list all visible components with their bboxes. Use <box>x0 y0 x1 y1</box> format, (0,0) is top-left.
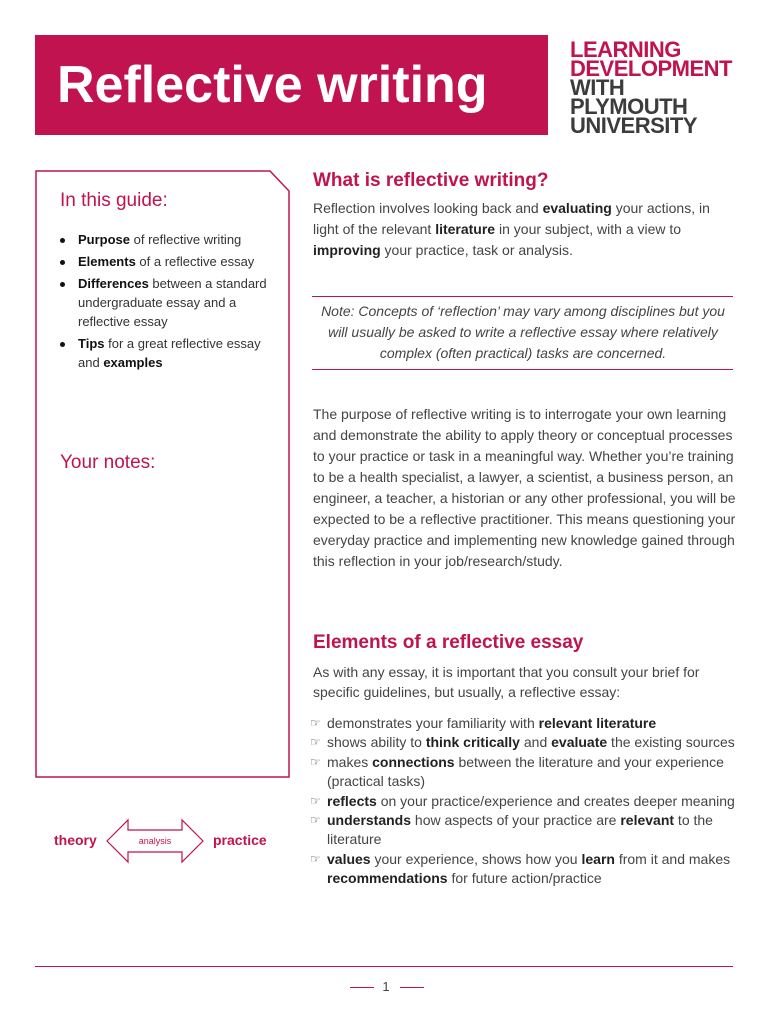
text-segment: the existing sources <box>607 734 735 751</box>
guide-heading: In this guide: <box>60 190 168 211</box>
bold-text: evaluate <box>551 734 608 751</box>
title-banner <box>35 35 548 135</box>
elements-list <box>310 714 735 889</box>
note-bottom-rule <box>312 369 733 370</box>
logo-line-3: WITH <box>570 75 625 100</box>
theory-label: theory <box>54 832 97 848</box>
intro-paragraph <box>313 198 738 261</box>
guide-item: Elements of a reflective essay <box>57 252 279 271</box>
text-segment: for future action/practice <box>447 870 602 887</box>
text-segment: Reflection involves looking back and <box>313 200 543 216</box>
text-segment: in your subject, with a view to <box>495 221 682 237</box>
sidebar-box <box>35 170 290 778</box>
pointing-hand-icon: ☞ <box>310 793 321 808</box>
page-number-dash-right <box>400 987 424 988</box>
bold-text: evaluating <box>542 200 612 216</box>
text-segment: how aspects of your practice are <box>411 812 621 829</box>
elements-list-item <box>310 811 735 850</box>
text-segment: on your practice/experience and creates deeper meaning <box>376 792 735 809</box>
bold-text: values <box>327 850 371 867</box>
elements-intro-paragraph: As with any essay, it is important that you consult your brief for specific guidelines, but usually, a reflective essay: <box>313 664 700 700</box>
pointing-hand-icon: ☞ <box>310 735 321 750</box>
text-segment: between the literature and your experience (practical tasks) <box>327 753 724 790</box>
guide-list <box>57 230 279 375</box>
elements-list-item <box>310 733 735 752</box>
text-segment: your experience, shows how you <box>370 850 582 867</box>
text-segment: makes <box>327 753 373 770</box>
bold-text: recommendations <box>327 870 448 887</box>
analysis-label: analysis <box>138 836 172 846</box>
purpose-paragraph: The purpose of reflective writing is to interrogate your own learning and demonstrate the ability to apply theory or conceptual processes to your practice or task in a meaningful way. Whether you’re training to be a health specialist, a lawyer, a scientist, a business person, an engineer, a teacher, a historian or any other professional, you will be expected to be a reflective practitioner. This means questioning your everyday practice and implementing new knowledge gained through this reflection in your job/research/study. <box>313 406 736 569</box>
logo-line-5: UNIVERSITY <box>570 113 698 138</box>
pointing-hand-icon: ☞ <box>310 754 321 769</box>
bold-text: relevant literature <box>538 715 657 731</box>
bold-text: think critically <box>425 734 520 751</box>
note-paragraph: Note: Concepts of ‘reflection’ may vary among disciplines but you will usually be asked to write a reflective essay where relatively complex (often practical) tasks are concerned. <box>321 303 725 361</box>
text-segment: to the literature <box>327 812 713 848</box>
bold-text: learn <box>581 850 615 867</box>
pointing-hand-icon: ☞ <box>310 813 321 828</box>
bold-text: literature <box>435 221 496 237</box>
page-title: Reflective writing <box>57 56 488 114</box>
guide-item: Differences between a standard undergraduate essay and a reflective essay <box>57 274 279 331</box>
practice-label: practice <box>213 832 267 848</box>
logo-line-2: DEVELOPMENT <box>570 56 732 81</box>
pointing-hand-icon: ☞ <box>310 851 321 866</box>
text-segment: from it and makes <box>614 850 731 867</box>
logo-line-4: PLYMOUTH <box>570 94 688 119</box>
guide-item: Tips for a great reflective essay and examples <box>57 334 279 372</box>
text-segment: your actions, in light of the relevant <box>313 200 710 237</box>
section-heading-what-is: What is reflective writing? <box>313 170 549 191</box>
bold-text: understands <box>327 812 412 829</box>
elements-list-item <box>310 714 735 733</box>
note-top-rule <box>312 296 733 297</box>
bold-text: relevant <box>620 812 675 829</box>
section-heading-elements: Elements of a reflective essay <box>313 632 584 653</box>
text-segment: and <box>519 734 552 751</box>
bold-text: connections <box>372 753 455 770</box>
logo-line-1: LEARNING <box>570 37 681 62</box>
text-segment: demonstrates your familiarity with <box>327 715 539 731</box>
notes-heading: Your notes: <box>60 452 156 473</box>
bold-text: improving <box>313 242 381 258</box>
elements-list-item <box>310 792 735 811</box>
pointing-hand-icon: ☞ <box>310 716 321 730</box>
page-number-dash-left <box>350 987 374 988</box>
guide-item: Purpose of reflective writing <box>57 230 279 249</box>
elements-list-item <box>310 753 735 792</box>
bold-text: reflects <box>327 792 377 809</box>
university-logo <box>570 37 745 138</box>
page-number: 1 <box>382 979 390 994</box>
footer-rule <box>35 966 733 967</box>
elements-list-item <box>310 850 735 889</box>
text-segment: your practice, task or analysis. <box>380 242 573 258</box>
text-segment: shows ability to <box>327 734 426 751</box>
